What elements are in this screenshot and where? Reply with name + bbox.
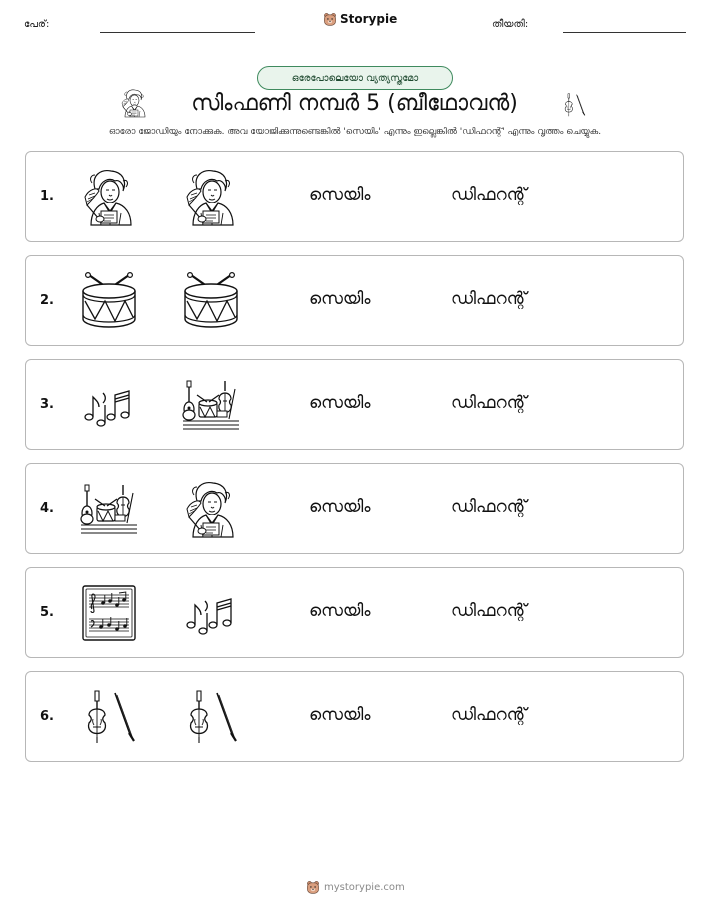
question-row [25,463,684,554]
footer-url: mystorypie.com [324,881,405,893]
different-option[interactable]: ഡിഫറന്റ് [451,393,527,413]
music-notes-icon [181,583,241,643]
footer [306,880,405,894]
worksheet-type-badge: ഒരേപോലെയോ വ്യത്യസ്തമോ [257,66,453,90]
question-number: 5. [40,605,54,620]
different-option[interactable]: ഡിഫറന്റ് [451,185,527,205]
question-number: 3. [40,397,54,412]
brand-name: Storypie [340,12,398,26]
question-number: 1. [40,189,54,204]
drum-icon [79,271,139,331]
same-option[interactable]: സെയിം [309,497,371,517]
music-notes-icon [79,375,139,435]
bear-logo-icon [306,880,320,894]
orchestra-instruments-icon [181,375,241,435]
sheet-music-icon [79,583,139,643]
different-option[interactable]: ഡിഫറന്റ് [451,289,527,309]
same-option[interactable]: സെയിം [309,289,371,309]
drum-icon [181,271,241,331]
instructions-text: ഓരോ ജോഡിയും നോക്കുക. അവ യോജിക്കുന്നുണ്ടെങ്കിൽ 'സെയിം' എന്നും ഇല്ലെങ്കിൽ 'ഡിഫറന്റ്' എന്നും വൃത്തം ചെയ്യുക. [108,127,602,137]
date-label: തീയതി: [492,19,529,30]
page-title: സിംഫണി നമ്പർ 5 (ബീഥോവൻ) [191,91,518,116]
brand-logo [323,12,397,26]
question-row [25,567,684,658]
name-label: പേര്: [24,19,50,30]
date-field[interactable] [563,32,686,33]
question-number: 2. [40,293,54,308]
beethoven-icon [181,167,241,227]
beethoven-icon [79,167,139,227]
different-option[interactable]: ഡിഫറന്റ് [451,497,527,517]
question-number: 6. [40,709,54,724]
question-row [25,671,684,762]
question-number: 4. [40,501,54,516]
question-row [25,359,684,450]
different-option[interactable]: ഡിഫറന്റ് [451,601,527,621]
violin-icon [561,90,587,120]
same-option[interactable]: സെയിം [309,705,371,725]
violin-icon [181,687,241,747]
same-option[interactable]: സെയിം [309,393,371,413]
question-row [25,255,684,346]
beethoven-icon [181,479,241,539]
violin-icon [79,687,139,747]
same-option[interactable]: സെയിം [309,185,371,205]
same-option[interactable]: സെയിം [309,601,371,621]
question-row [25,151,684,242]
orchestra-instruments-icon [79,479,139,539]
different-option[interactable]: ഡിഫറന്റ് [451,705,527,725]
name-field[interactable] [100,32,255,33]
bear-logo-icon [323,12,337,26]
